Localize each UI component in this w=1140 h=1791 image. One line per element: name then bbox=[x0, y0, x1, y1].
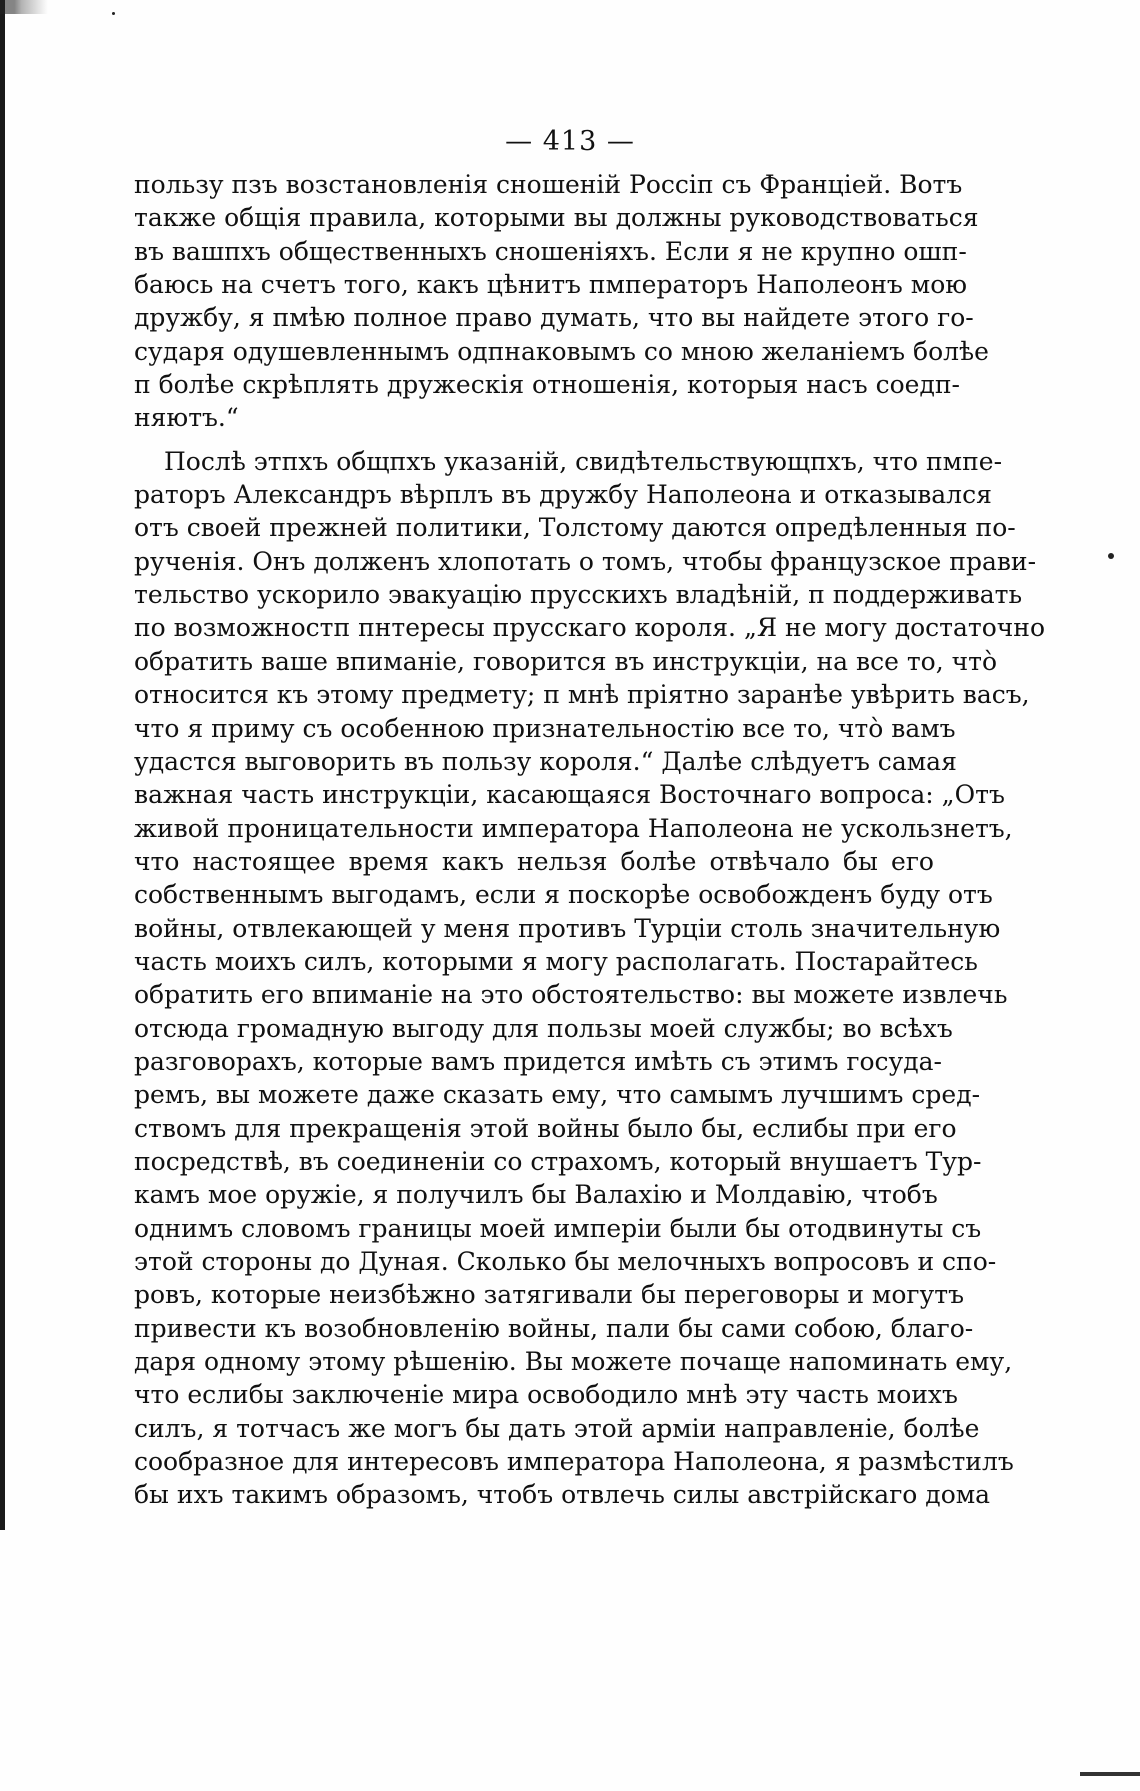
text-line: Послѣ этпхъ общпхъ указаній, свидѣтельствующпхъ, что пмпе- bbox=[164, 446, 1003, 476]
text-line: также общія правила, которыми вы должны руководствоваться bbox=[134, 203, 979, 233]
text-line: сударя одушевленнымъ одпнаковымъ со мною желаніемъ болѣе bbox=[134, 336, 989, 366]
text-line: въ вашпхъ общественныхъ сношеніяхъ. Если я не крупно ошп- bbox=[134, 236, 967, 266]
text-line: войны, отвлекающей у меня противъ Турціи столь значительную bbox=[134, 913, 1001, 943]
text-line: посредствѣ, въ соединеніи со страхомъ, который внушаетъ Тур- bbox=[134, 1146, 982, 1176]
text-line: ремъ, вы можете даже сказать ему, что самымъ лучшимъ сред- bbox=[134, 1080, 981, 1110]
text-line: силъ, я тотчасъ же могъ бы дать этой арміи направленіе, болѣе bbox=[134, 1413, 980, 1443]
text-line: п болѣе скрѣплять дружескія отношенія, которыя насъ соедп- bbox=[134, 370, 960, 400]
ink-speck bbox=[1108, 553, 1114, 559]
page-number: — 413 — bbox=[505, 126, 635, 157]
ink-speck bbox=[112, 12, 115, 15]
text-line: дружбу, я пмѣю полное право думать, что вы найдете этого го- bbox=[134, 303, 974, 333]
text-line: собственнымъ выгодамъ, если я поскорѣе освобожденъ буду отъ bbox=[134, 880, 993, 910]
text-line: отъ своей прежней политики, Толстому даются опредѣленныя по- bbox=[134, 513, 1016, 543]
text-line: удастся выговорить въ пользу короля.“ Далѣе слѣдуетъ самая bbox=[134, 746, 957, 776]
text-line: что я приму съ особенною признательностію все то, что̀ вамъ bbox=[134, 713, 956, 743]
text-line: пользу пзъ возстановленія сношеній Россіп съ Франціей. Вотъ bbox=[134, 170, 963, 199]
text-line: сообразное для интересовъ императора Наполеона, я размѣстилъ bbox=[134, 1447, 1014, 1477]
text-line: няютъ.“ bbox=[134, 403, 239, 433]
text-line: ровъ, которые неизбѣжно затягивали бы переговоры и могутъ bbox=[134, 1280, 964, 1310]
text-line: по возможностп пнтересы прусскаго короля. „Я не могу достаточно bbox=[134, 613, 1045, 643]
text-line: обратить его впиманіе на это обстоятельство: вы можете извлечь bbox=[134, 980, 1008, 1010]
scan-corner-artifact bbox=[0, 0, 48, 14]
text-line: камъ мое оружіе, я получилъ бы Валахію и Молдавію, чтобъ bbox=[134, 1180, 938, 1210]
text-line: ствомъ для прекращенія этой войны было бы, еслибы при его bbox=[134, 1113, 957, 1143]
paragraph-2 bbox=[134, 445, 1045, 1512]
text-line: баюсь на счетъ того, какъ цѣнитъ пмператоръ Наполеонъ мою bbox=[134, 270, 968, 300]
text-line: этой стороны до Дуная. Сколько бы мелочныхъ вопросовъ и спо- bbox=[134, 1247, 997, 1276]
text-line: относится къ этому предмету; п мнѣ пріятно заранѣе увѣрить васъ, bbox=[134, 680, 1030, 710]
text-line: обратить ваше впиманіе, говорится въ инструкціи, на все то, что̀ bbox=[134, 646, 998, 676]
text-line: тельство ускорило эвакуацію прусскихъ владѣній, п поддерживать bbox=[134, 580, 1023, 610]
text-line: отсюда громадную выгоду для пользы моей службы; во всѣхъ bbox=[134, 1013, 953, 1043]
text-line: даря одному этому рѣшенію. Вы можете почаще напоминать ему, bbox=[134, 1347, 1013, 1377]
text-line: живой проницательности императора Наполеона не ускользнетъ, bbox=[134, 813, 1013, 843]
text-line: раторъ Александръ вѣрплъ въ дружбу Наполеона и отказывался bbox=[134, 480, 992, 510]
paragraph-1 bbox=[134, 168, 989, 435]
page-edge-shadow bbox=[0, 0, 5, 1530]
text-line: часть моихъ силъ, которыми я могу располагать. Постарайтесь bbox=[134, 946, 978, 976]
text-line: бы ихъ такимъ образомъ, чтобъ отвлечь силы австрійскаго дома bbox=[134, 1480, 991, 1510]
text-line: что еслибы заключеніе мира освободило мнѣ эту часть моихъ bbox=[134, 1380, 958, 1410]
text-line: что настоящее время какъ нельзя болѣе отвѣчало бы его bbox=[134, 846, 934, 876]
text-line: рученія. Онъ долженъ хлопотать о томъ, чтобы французское прави- bbox=[134, 546, 1037, 576]
text-line: важная часть инструкціи, касающаяся Восточнаго вопроса: „Отъ bbox=[134, 780, 1005, 810]
text-line: однимъ словомъ границы моей имперіи были бы отодвинуты съ bbox=[134, 1213, 982, 1243]
body-text bbox=[134, 168, 1045, 1512]
scan-bottom-artifact bbox=[1080, 1772, 1140, 1776]
text-line: разговорахъ, которые вамъ придется имѣть съ этимъ госуда- bbox=[134, 1046, 942, 1076]
text-line: привести къ возобновленію войны, пали бы сами собою, благо- bbox=[134, 1313, 974, 1343]
